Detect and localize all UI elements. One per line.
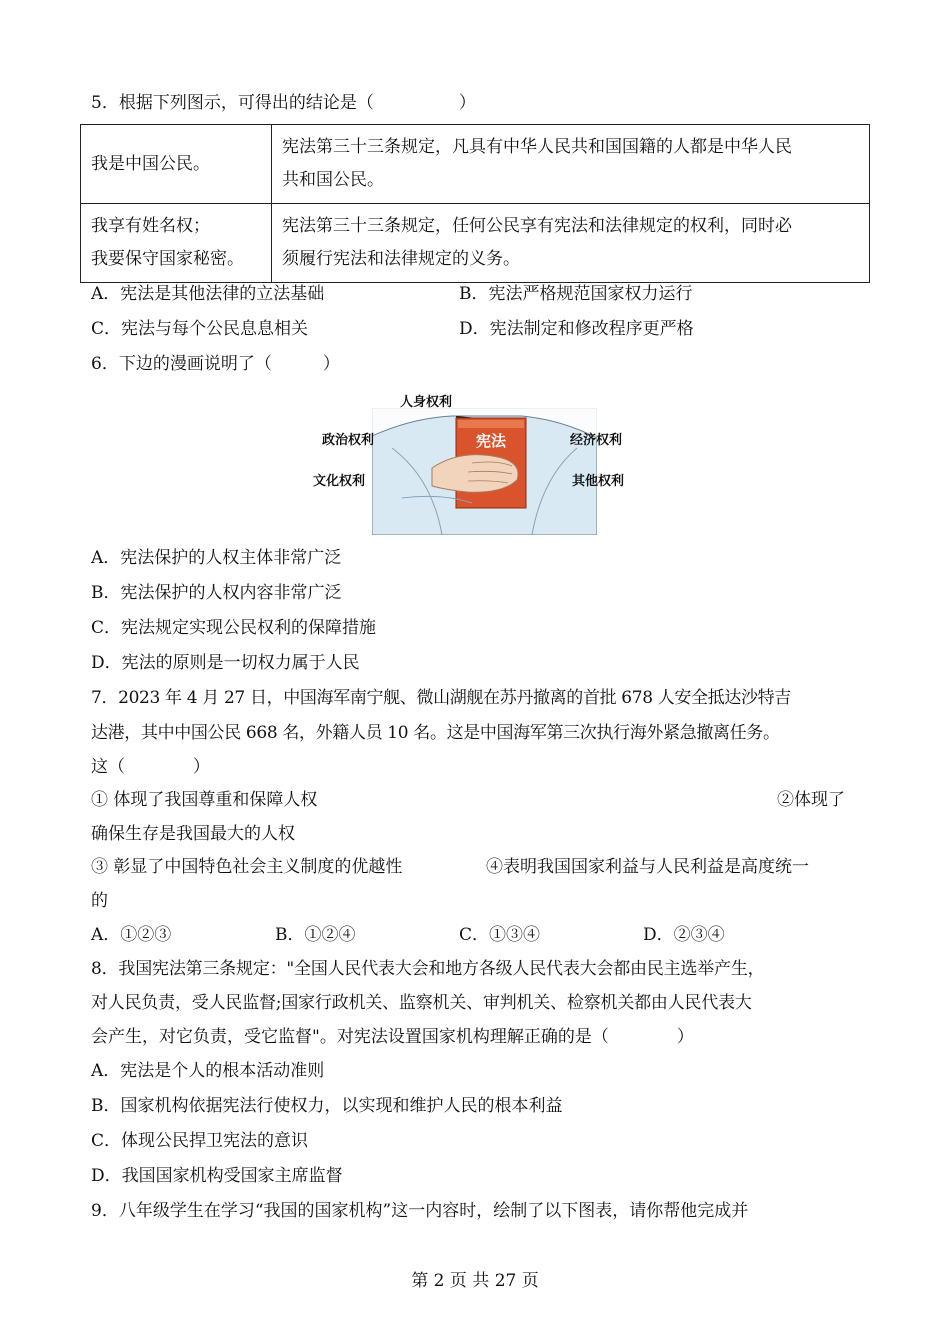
table-cell: [81, 204, 272, 283]
q6-option-a[interactable]: A．宪法保护的人权主体非常广泛: [91, 548, 342, 568]
table-cell: [272, 125, 870, 204]
comic-book-title: 宪法: [475, 432, 507, 450]
q6-option-c[interactable]: C．宪法规定实现公民权利的保障措施: [91, 618, 377, 638]
q6-stem: 6．下边的漫画说明了（ ）: [91, 354, 340, 374]
cell-line: 我要保守国家秘密。: [91, 249, 244, 269]
comic-label-political-rights: 政治权利: [322, 433, 375, 448]
q9-stem: 9．八年级学生在学习“我国的国家机构”这一内容时，绘制了以下图表，请你帮他完成并: [91, 1201, 749, 1221]
q7-statement-4-start: ④表明我国国家利益与人民利益是高度统一: [486, 857, 809, 877]
q7-stem-line: 7．2023 年 4 月 27 日，中国海军南宁舰、微山湖舰在苏丹撤离的首批 678 人安全抵达沙特吉: [91, 688, 791, 708]
page-number-footer: 第 2 页 共 27 页: [411, 1271, 539, 1291]
q7-stem-line: 这（ ）: [91, 757, 210, 777]
table-cell: [81, 125, 272, 204]
q5-option-a[interactable]: A．宪法是其他法律的立法基础: [91, 284, 325, 304]
cell-line: 共和国公民。: [282, 170, 384, 190]
cell-line: 须履行宪法和法律规定的义务。: [282, 249, 520, 269]
cell-line: 宪法第三十三条规定，任何公民享有宪法和法律规定的权利，同时必: [282, 216, 792, 236]
comic-label-other-rights: 其他权利: [572, 474, 625, 489]
comic-label-economic-rights: 经济权利: [570, 433, 623, 448]
constitution-comic-illustration: [372, 408, 597, 535]
q7-statement-4-end: 的: [91, 891, 108, 911]
table-cell: [272, 204, 870, 283]
q8-stem-line: 会产生，对它负责，受它监督"。对宪法设置国家机构理解正确的是（ ）: [91, 1027, 694, 1047]
q7-option-d[interactable]: D．②③④: [643, 925, 725, 945]
table-row: [81, 125, 870, 204]
q8-option-d[interactable]: D．我国国家机构受国家主席监督: [91, 1166, 343, 1186]
q6-option-b[interactable]: B．宪法保护的人权内容非常广泛: [91, 583, 342, 603]
q7-statement-2-end: 确保生存是我国最大的人权: [91, 824, 295, 844]
cell-line: 我是中国公民。: [91, 153, 210, 174]
q8-option-c[interactable]: C．体现公民捍卫宪法的意识: [91, 1131, 309, 1151]
cell-line: 我享有姓名权；: [91, 216, 210, 236]
q7-option-a[interactable]: A．①②③: [91, 925, 172, 945]
q5-option-c[interactable]: C．宪法与每个公民息息相关: [91, 319, 309, 339]
q8-option-a[interactable]: A．宪法是个人的根本活动准则: [91, 1061, 325, 1081]
comic-label-personal-rights: 人身权利: [400, 395, 453, 410]
q5-option-b[interactable]: B．宪法严格规范国家权力运行: [459, 284, 693, 304]
q7-option-b[interactable]: B．①②④: [275, 925, 356, 945]
q6-option-d[interactable]: D．宪法的原则是一切权力属于人民: [91, 653, 360, 673]
q8-stem-line: 8．我国宪法第三条规定："全国人民代表大会和地方各级人民代表大会都由民主选举产生，: [91, 959, 765, 979]
table-row: [81, 204, 870, 283]
q7-statement-2-start: ②体现了: [777, 790, 845, 810]
q8-option-b[interactable]: B．国家机构依据宪法行使权力，以实现和维护人民的根本利益: [91, 1096, 563, 1116]
q7-stem-line: 达港，其中中国公民 668 名，外籍人员 10 名。这是中国海军第三次执行海外紧急撤离任务。: [91, 723, 780, 743]
q8-stem-line: 对人民负责，受人民监督;国家行政机关、监察机关、审判机关、检察机关都由人民代表大: [91, 993, 752, 1013]
q7-statement-1: ① 体现了我国尊重和保障人权: [91, 790, 318, 810]
q5-table: [80, 124, 870, 283]
q7-statement-3: ③ 彰显了中国特色社会主义制度的优越性: [91, 857, 403, 877]
q7-option-c[interactable]: C．①③④: [459, 925, 541, 945]
q5-stem: 5．根据下列图示，可得出的结论是（ ）: [91, 93, 476, 113]
cell-line: 宪法第三十三条规定，凡具有中华人民共和国国籍的人都是中华人民: [282, 137, 792, 157]
q5-option-d[interactable]: D．宪法制定和修改程序更严格: [459, 319, 694, 339]
comic-label-cultural-rights: 文化权利: [313, 474, 366, 489]
